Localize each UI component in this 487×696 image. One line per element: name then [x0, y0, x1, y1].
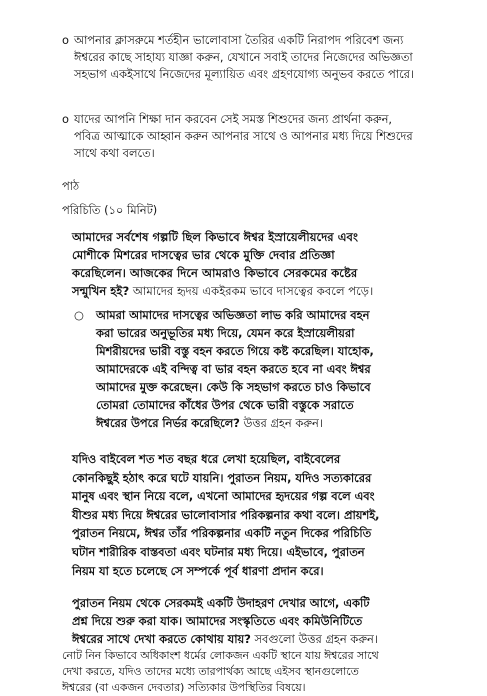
- paragraph-note: [62, 648, 451, 696]
- text-line: উত্তর গ্রহন করুন।: [239, 416, 323, 430]
- text-line: সবগুলো উত্তর গ্রহন করুন।: [250, 632, 378, 646]
- text-line: ঈশ্বরের কাছে সাহায্য যাজ্ঞা করুন, যেখানে সবাই তাদের নিজেদের অভিজ্ঞতা: [74, 50, 413, 64]
- text-line: আমাদেরকে এই বন্দিত্ব বা ভার বহন করতে হবে না এবং ঈশ্বর: [96, 362, 371, 376]
- question-text: ঈশ্বরের সাথে দেখা করতে কোথায় যায়?: [72, 632, 251, 646]
- text-line: পুরাতন নিয়মে, ঈশ্বর তাঁর পরিকল্পনার একটি নতুন দিকের পরিচিতি: [72, 526, 372, 541]
- text-line: ঘটান শারীরিক বাস্তবতা এবং ঘটনার মধ্য দিয়ে। এইভাবে, পুরাতন: [72, 544, 365, 559]
- text-line: আমাদের সর্বশেষ গল্পটি ছিল কিভাবে ঈশ্বর ইস্রায়েলীয়দের এবং: [72, 230, 358, 244]
- text-line: নিয়ম যা হতে চলেছে সে সম্পর্কে পূর্ব ধারণা প্রদান করে।: [72, 563, 324, 578]
- text-line: নোট নিন কিভাবে অধিকাংশ ধর্মের লোকজন একটি স্থানে যায় ঈশ্বরের সাথে: [62, 649, 379, 662]
- paragraph-intro: [72, 228, 451, 300]
- text-line: সাথে কথা বলতে।: [74, 146, 155, 160]
- text-line: তোমরা তোমাদের কাঁধের উপর থেকে ভারী বস্তুকে সরাতে: [96, 398, 354, 412]
- intro-bullet-1: [62, 32, 451, 83]
- bullet-marker: o: [62, 33, 69, 47]
- text-line: করা ভারের অনুভূতির মধ্য দিয়ে, যেমন করে ইস্রায়েলীয়রা: [96, 326, 355, 340]
- text-line: যাদের আপনি শিক্ষা দান করবেন সেই সমস্ত শিশুদের জন্য প্রার্থনা করুন,: [74, 112, 392, 126]
- text-line: আমরা আমাদের দাসত্বের অভিজ্ঞতা লাভ করি আমাদের বহন: [96, 308, 370, 322]
- section-heading: পাঠ: [62, 179, 80, 193]
- text-line: মানুষ এবং স্থান নিয়ে বলে, এখনো আমাদের হৃদয়ের গল্প বলে এবং: [72, 489, 375, 504]
- paragraph-question: [72, 594, 451, 648]
- intro-bullet-2: [62, 111, 451, 162]
- text-line: আমাদের হৃদয় একইরকম ভাবে দাসত্বের কবলে পড়ে।: [129, 284, 374, 298]
- text-line: দেখা করতে, যদিও তাদের মধ্যে তারপার্থক্য আছে এইসব স্থানগুলোতে: [62, 665, 359, 678]
- paragraph-old-testament: [72, 450, 451, 580]
- text-line: পবিত্র আত্মাকে আহ্বান করুন আপনার সাথে ও আপনার মধ্য দিয়ে শিশুদের: [74, 129, 413, 143]
- text-line: কোনকিছুই হঠাৎ করে ঘটে যায়নি। পুরাতন নিয়ম, যদিও সত্যকারের: [72, 470, 372, 485]
- text-line: যীশুর মধ্য দিয়ে ঈশ্বরের ভালোবাসার পরিকল্পনার কথা বলে। প্রায়শই,: [72, 507, 380, 522]
- text-line: আমাদের মুক্ত করেছেন। কেউ কি সহভাগ করতে চাও কিভাবে: [96, 380, 371, 394]
- sub-heading: পরিচিতি (১০ মিনিট): [62, 203, 158, 217]
- text-line: মিশরীয়দের ভারী বস্তু বহন করতে গিয়ে কষ্ট করেছিল। যাহোক,: [96, 344, 374, 358]
- bullet-marker: ○: [74, 308, 84, 322]
- sub-bullet-item: [74, 306, 449, 432]
- text-line: আপনার ক্লাসরুমে শর্তহীন ভালোবাসা তৈরির একটি নিরাপদ পরিবেশ জন্য: [74, 33, 404, 47]
- text-line: ঈশ্বরের (বা একজন দেবতার) সত্যিকার উপস্থিতির বিষয়ে।: [62, 681, 306, 694]
- text-line: মোশীকে মিশরের দাসত্বের ভার থেকে মুক্তি দেবার প্রতিজ্ঞা: [72, 248, 335, 262]
- question-text: সন্মুখিন হই?: [72, 284, 130, 298]
- text-line: যদিও বাইবেল শত শত বছর ধরে লেখা হয়েছিল, বাইবেলের: [72, 452, 341, 466]
- text-line: সহভাগ একইসাথে নিজেদের মূল্যায়িত এবং গ্রহণযোগ্য অনুভব করতে পারে।: [74, 67, 414, 81]
- text-line: পুরাতন নিয়ম থেকে সেরকমই একটি উদাহরণ দেখার আগে, একটি: [72, 596, 370, 610]
- text-line: করেছিলেন। আজকের দিনে আমরাও কিভাবে সেরকমের কষ্টের: [72, 266, 358, 280]
- text-line: প্রশ্ন দিয়ে শুরু করা যাক। আমাদের সংস্কৃতিতে এবং কমিউনিটিতে: [72, 614, 363, 628]
- question-text: ঈশ্বরের উপরে নির্ভর করেছিলে?: [96, 416, 240, 430]
- bullet-marker: o: [62, 112, 69, 126]
